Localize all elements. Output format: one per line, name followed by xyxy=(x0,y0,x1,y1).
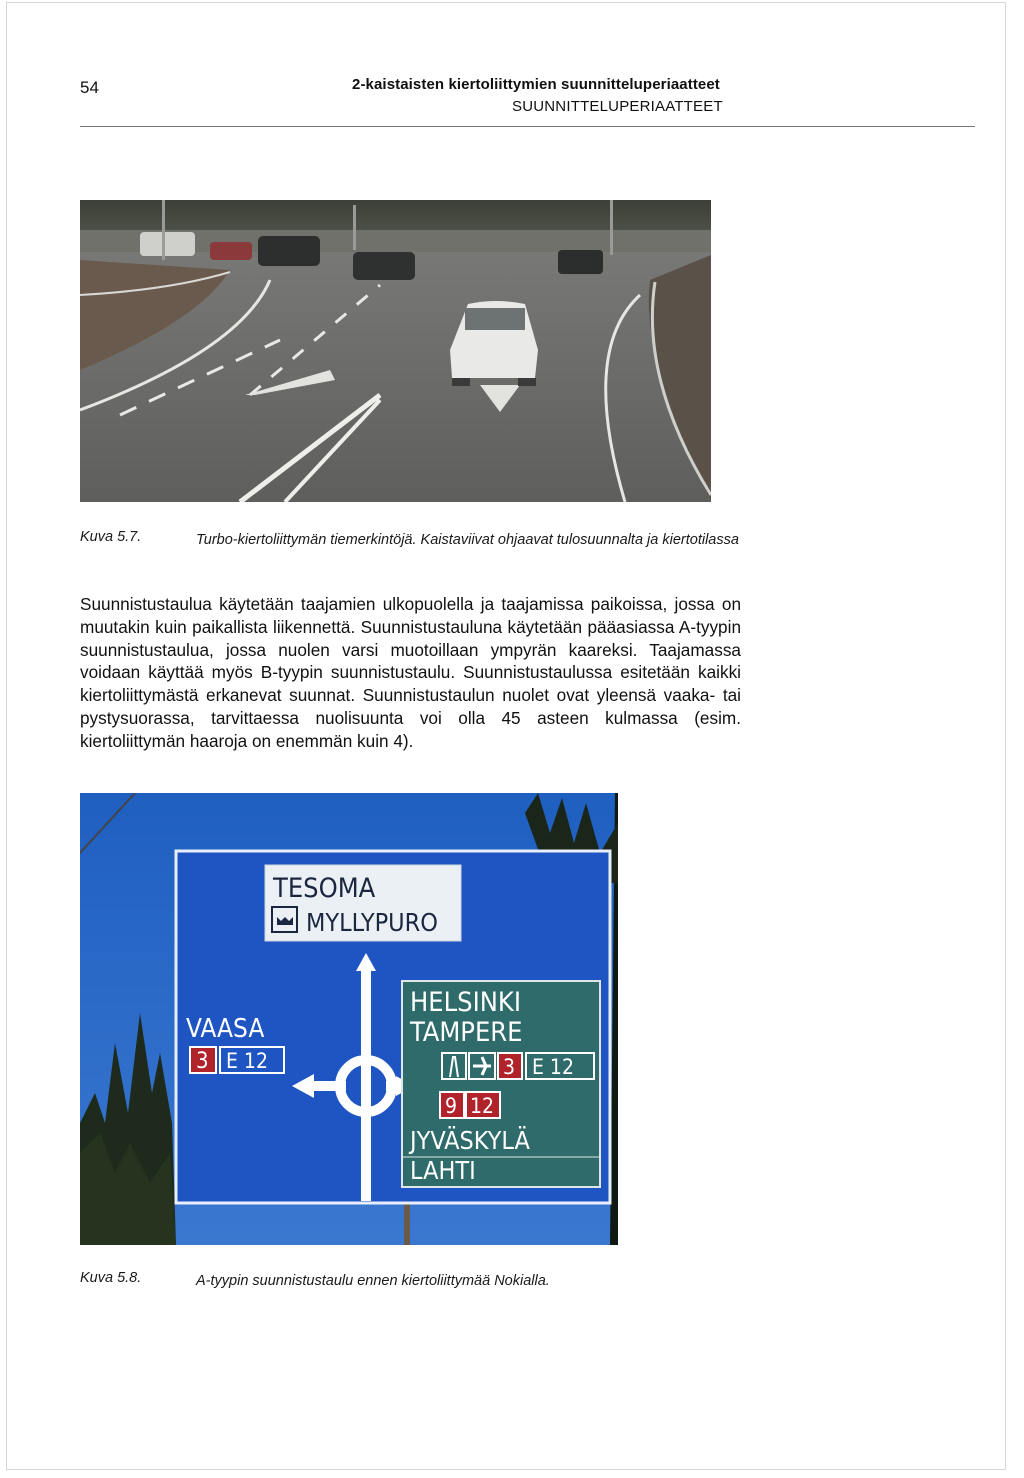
body-paragraph: Suunnistustaulua käytetään taajamien ulkopuolella ja taajamissa paikoissa, jossa on muutakin kuin paikallista liikennettä. Suunnistustauluna käytetään pääasiassa A-tyypin suunnistustaulua, jossa nuolen varsi muotoillaan ympyrän kaareksi. Taajamassa voidaan käyttää myös B-tyypin suunnistustaulu. Suunnistustaulussa esitetään kaikki kiertoliittymästä erkanevat suunnat. Suunnistustaulun nuolet ovat yleensä vaaka- tai pystysuorassa, tarvittaessa nuolisuunta voi olla 45 asteen kulmassa (esim. kiertoliittymän haaroja on enemmän kuin 4). xyxy=(80,594,741,751)
figure-caption-5-7 xyxy=(80,529,760,573)
sign-destination-myllypuro: MYLLYPURO xyxy=(306,908,438,937)
route-e12-left: E 12 xyxy=(226,1049,268,1073)
sign-destination-helsinki: HELSINKI xyxy=(410,987,521,1018)
running-title: 2-kaistaisten kiertoliittymien suunnitteluperiaatteet xyxy=(352,76,720,93)
direction-sign-photo xyxy=(80,793,618,1245)
route-e12-right: E 12 xyxy=(532,1055,574,1079)
figure-caption-text: A-tyypin suunnistustaulu ennen kiertoliittymää Nokialla. xyxy=(196,1273,550,1289)
figure-label: Kuva 5.8. xyxy=(80,1270,142,1286)
route-number-9: 9 xyxy=(445,1094,458,1118)
figure-label: Kuva 5.7. xyxy=(80,529,142,545)
page-number: 54 xyxy=(80,78,99,97)
sign-destination-vaasa: VAASA xyxy=(186,1014,265,1044)
turbo-roundabout-photo xyxy=(80,200,711,502)
sign-destination-lahti: LAHTI xyxy=(410,1156,476,1185)
sign-destination-jyvaskyla: JYVÄSKYLÄ xyxy=(410,1126,530,1155)
route-number-3-right: 3 xyxy=(503,1055,516,1079)
route-number-3-left: 3 xyxy=(196,1049,209,1074)
section-title: SUUNNITTELUPERIAATTEET xyxy=(512,98,723,115)
route-number-12: 12 xyxy=(470,1094,495,1118)
sign-destination-tampere: TAMPERE xyxy=(410,1017,523,1048)
sign-destination-tesoma: TESOMA xyxy=(273,873,376,904)
header-divider xyxy=(80,126,975,127)
figure-caption-text: Turbo-kiertoliittymän tiemerkintöjä. Kaistaviivat ohjaavat tulosuunnalta ja kiertotilassa xyxy=(196,532,739,548)
figure-caption-5-8 xyxy=(80,1270,760,1294)
